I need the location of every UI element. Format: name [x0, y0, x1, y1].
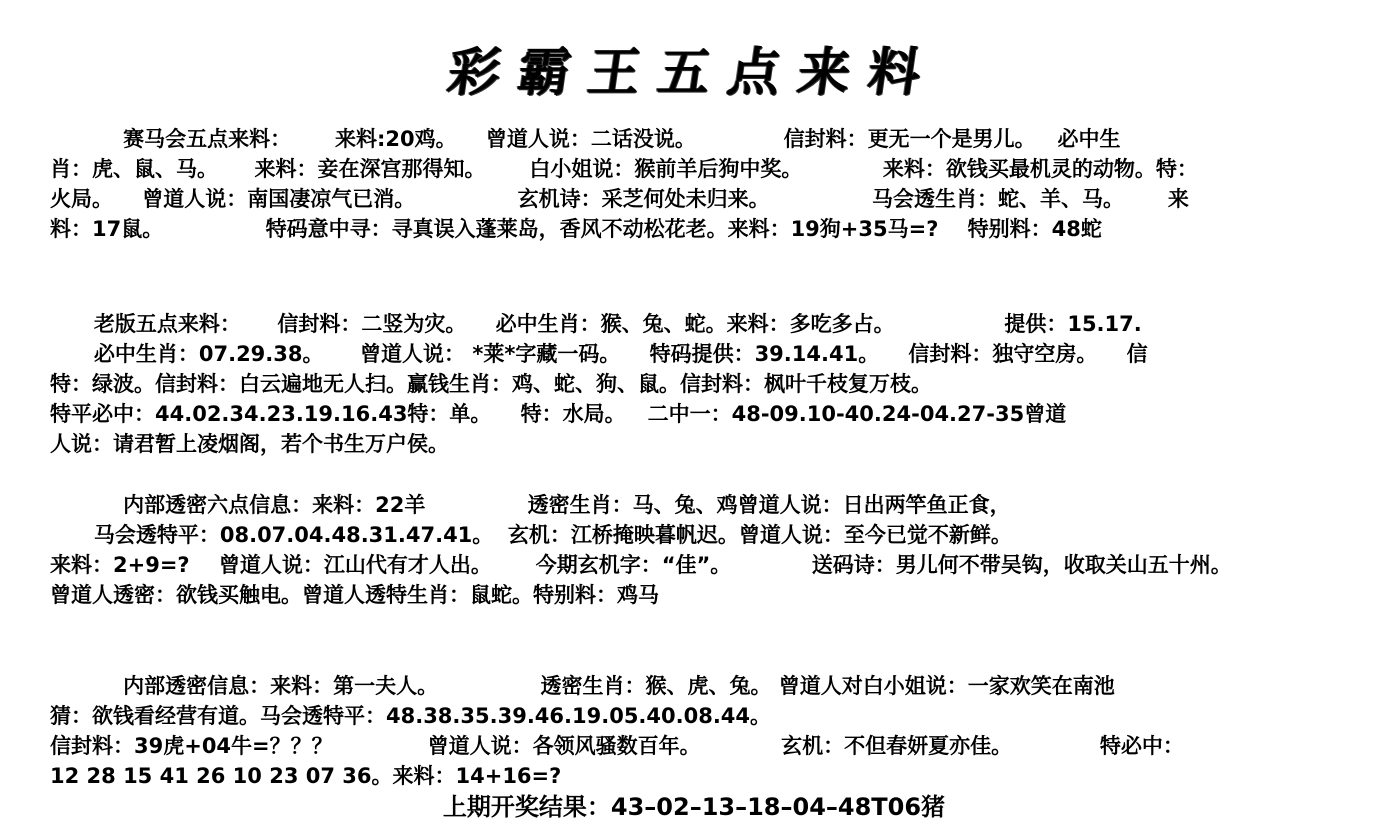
text-line: 12 28 15 41 26 10 23 07 36。来料：14+16=?	[50, 764, 562, 788]
text-line: 马会透特平：08.07.04.48.31.47.41。 玄机：江桥掩映暮帆迟。曾道人说：至今已觉不新鲜。	[50, 523, 1012, 547]
section-old-version-five-point	[50, 309, 1380, 459]
section-internal-six-point	[50, 490, 1380, 610]
text-line: 信封料：39虎+04牛=？？？ 曾道人说：各领风骚数百年。 玄机：不但春妍夏亦佳。 特必中：	[50, 734, 1184, 758]
text-line: 特：绿波。信封料：白云遍地无人扫。赢钱生肖：鸡、蛇、狗、鼠。信封料：枫叶千枝复万枝。	[50, 372, 932, 396]
text-line: 赛马会五点来料： 来料:20鸡。 曾道人说：二话没说。 信封料：更无一个是男儿。 必中生	[50, 127, 1121, 151]
text-line: 特平必中：44.02.34.23.19.16.43特：单。 特：水局。 二中一：48-09.10-40.24-04.27-35曾道	[50, 402, 1067, 426]
text-line: 火局。 曾道人说：南国凄凉气已消。 玄机诗：采芝何处未归来。 马会透生肖：蛇、羊、马。 来	[50, 187, 1189, 211]
section-internal-info	[50, 671, 1380, 791]
text-line: 必中生肖：07.29.38。 曾道人说： *莱*字藏一码。 特码提供：39.14.41。 信封料：独守空房。 信	[50, 342, 1148, 366]
text-line: 老版五点来料： 信封料：二竖为灾。 必中生肖：猴、兔、蛇。来料：多吃多占。 提供：15.17.	[50, 312, 1142, 336]
last-draw-result: 上期开奖结果：43–02–13–18–04–48T06猪	[442, 793, 946, 821]
text-line: 料：17鼠。 特码意中寻：寻真误入蓬莱岛，香风不动松花老。来料：19狗+35马=? 特别料：48蛇	[50, 217, 1102, 241]
section-saimahui-five-point	[50, 124, 1380, 244]
text-line: 人说：请君暂上凌烟阁，若个书生万户侯。	[50, 432, 449, 456]
page-title: 彩霸王五点来料	[443, 42, 943, 103]
text-line: 内部透密六点信息：来料：22羊 透密生肖：马、兔、鸡曾道人说：日出两竿鱼正食，	[50, 493, 1011, 517]
text-line: 来料：2+9=? 曾道人说：江山代有才人出。 今期玄机字：“佳”。 送码诗：男儿何不带吴钩，收取关山五十州。	[50, 553, 1232, 577]
text-line: 猜：欲钱看经营有道。马会透特平：48.38.35.39.46.19.05.40.08.44。	[50, 704, 772, 728]
text-line: 肖：虎、鼠、马。 来料：妾在深宫那得知。 白小姐说：猴前羊后狗中奖。 来料：欲钱买最机灵的动物。特：	[50, 157, 1198, 181]
text-line: 内部透密信息：来料：第一夫人。 透密生肖：猴、虎、兔。 曾道人对白小姐说：一家欢笑在南池	[50, 674, 1115, 698]
text-line: 曾道人透密：欲钱买触电。曾道人透特生肖：鼠蛇。特别料：鸡马	[50, 583, 659, 607]
